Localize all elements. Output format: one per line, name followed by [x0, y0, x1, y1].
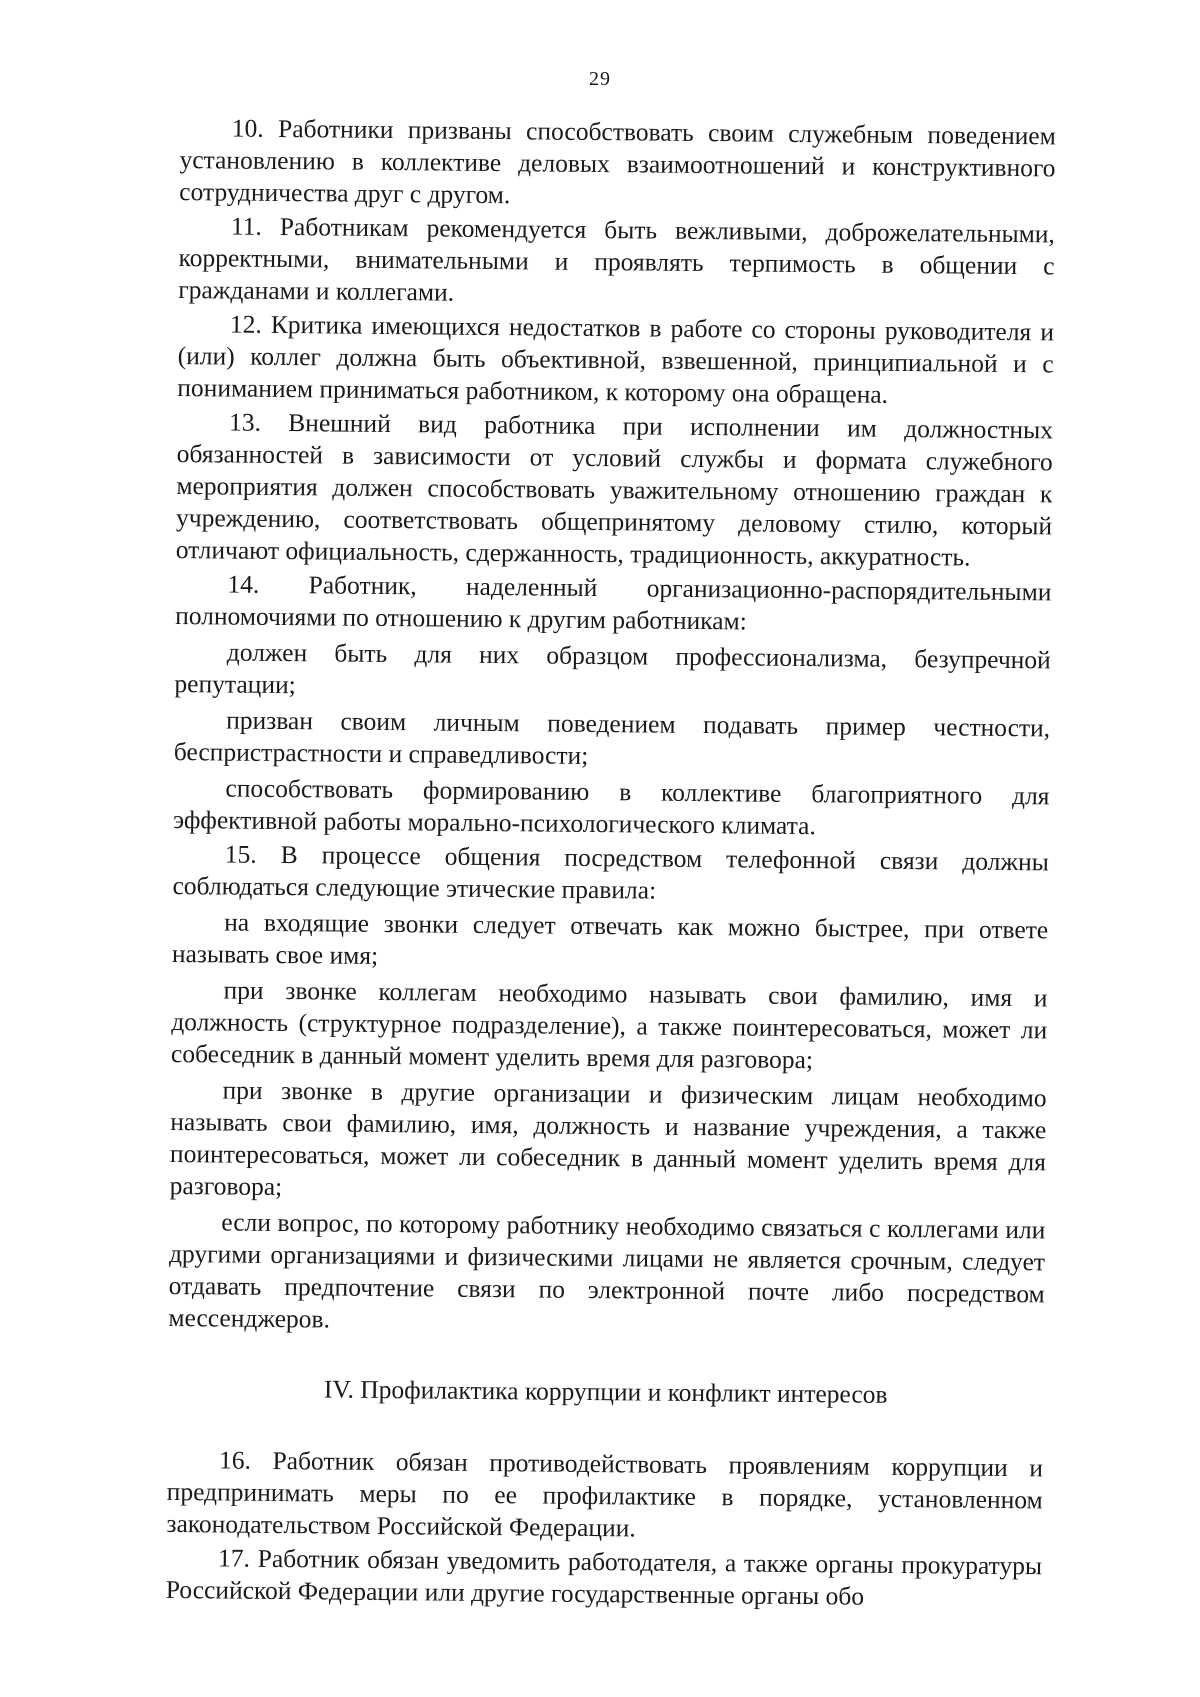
list-subitem: должен быть для них образцом профессионализма, безупречной репутации;	[174, 637, 1051, 700]
list-subitem: при звонке в другие организации и физическим лицам необходимо называть свои фамилию, имя, должность и название учреждения, а также поинтересоваться, может ли собеседник в данный момент уделить время для разговора;	[169, 1075, 1047, 1202]
paragraphs-before-section	[168, 112, 1056, 1342]
numbered-paragraph: 10. Работники призваны способствовать своим служебным поведением установлению в коллективе деловых взаимоотношений и конструктивного сотрудничества друг с другом.	[179, 113, 1056, 210]
numbered-paragraph: 13. Внешний вид работника при исполнении им должностных обязанностей в зависимости от условий службы и формата служебного мероприятия должен способствовать уважительному отношению граждан к учреждению, соответствовать общепринятому деловому стилю, который отличают официальность, сдержанность, традиционность, аккуратность.	[175, 407, 1054, 572]
numbered-paragraph: 15. В процессе общения посредством телефонной связи должны соблюдаться следующие этические правила:	[172, 839, 1049, 905]
section-heading: IV. Профилактика коррупции и конфликт интересов	[323, 1374, 888, 1409]
paragraphs-after-section	[166, 1444, 1044, 1614]
numbered-paragraph: 17. Работник обязан уведомить работодателя, а также органы прокуратуры Российской Федерации или другие государственные органы обо	[165, 1543, 1043, 1611]
list-subitem: если вопрос, по которому работнику необходимо связаться с коллегами или другими организациями и физическими лицами не является срочным, следует отдавать предпочтение связи по электронной почте либо посредством мессенджеров.	[168, 1207, 1046, 1334]
numbered-paragraph: 14. Работник, наделенный организационно-распорядительными полномочиями по отношению к другим работникам:	[175, 569, 1052, 636]
list-subitem: при звонке коллегам необходимо называть свои фамилию, имя и должность (структурное подразделение), а также поинтересоваться, может ли собеседник в данный момент уделить время для разговора;	[170, 975, 1048, 1075]
list-subitem: призван своим личным поведением подавать пример честности, беспристрастности и справедливости;	[173, 705, 1051, 770]
list-subitem: на входящие звонки следует отвечать как можно быстрее, при ответе называть свое имя;	[171, 907, 1049, 970]
page-number: 29	[589, 68, 611, 90]
document-body	[166, 112, 1056, 1616]
numbered-paragraph: 11. Работникам рекомендуется быть вежливыми, доброжелательными, корректными, внимательными и проявлять терпимость в общении с гражданами и коллегами.	[178, 211, 1056, 307]
list-subitem: способствовать формированию в коллективе благоприятного для эффективной работы морально-психологического климата.	[173, 773, 1050, 841]
numbered-paragraph: 12. Критика имеющихся недостатков в работе со стороны руководителя и (или) коллег должна быть объективной, взвешенной, принципиальной и с пониманием приниматься работником, к которому она обращена.	[177, 309, 1055, 409]
numbered-paragraph: 16. Работник обязан противодействовать проявлениям коррупции и предпринимать меры по ее профилактике в порядке, установленном законодательством Российской Федерации.	[166, 1445, 1044, 1543]
